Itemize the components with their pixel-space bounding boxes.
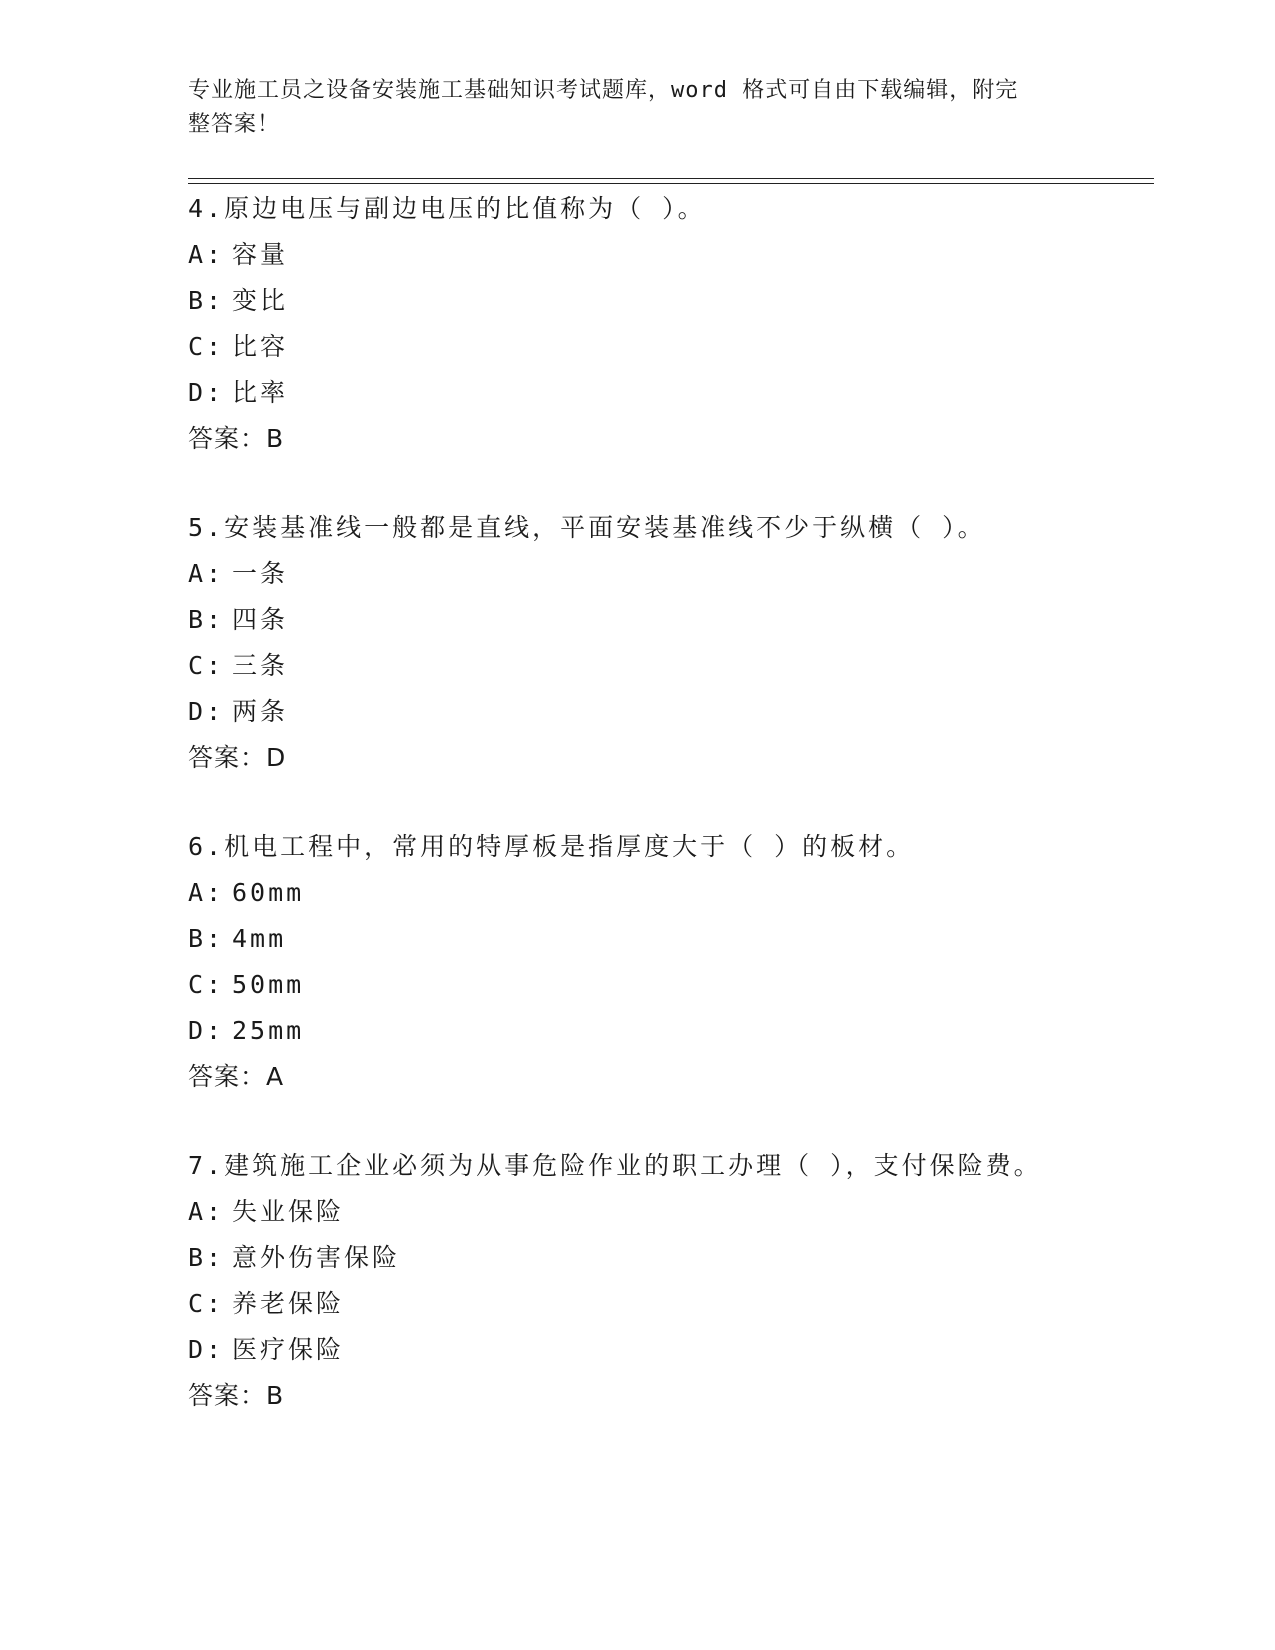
question-5: [188, 505, 1148, 781]
option-text: 60mm: [232, 878, 305, 907]
option-text: 50mm: [232, 970, 305, 999]
option-letter: A:: [188, 240, 225, 269]
option-b: [188, 597, 1148, 643]
option-d: [188, 1008, 1148, 1054]
option-text: 25mm: [232, 1016, 305, 1045]
header-divider-bottom: [188, 183, 1154, 184]
option-text: 失业保险: [232, 1197, 345, 1226]
option-a: [188, 1189, 1148, 1235]
answer-line: 答案：B: [188, 424, 285, 453]
option-d: [188, 370, 1148, 416]
question-4: [188, 186, 1148, 462]
option-text: 一条: [232, 559, 289, 588]
answer-line: 答案：A: [188, 1062, 285, 1091]
document-header: [188, 74, 1068, 142]
option-letter: B:: [188, 1243, 225, 1272]
header-line-2: 整答案！: [188, 112, 281, 137]
answer-line: 答案：B: [188, 1381, 285, 1410]
option-a: [188, 551, 1148, 597]
option-letter: C:: [188, 970, 225, 999]
question-stem: 7.建筑施工企业必须为从事危险作业的职工办理（ ），支付保险费。: [188, 1151, 1042, 1180]
option-text: 4mm: [232, 924, 287, 953]
option-letter: B:: [188, 924, 225, 953]
option-letter: C:: [188, 651, 225, 680]
option-letter: D:: [188, 697, 225, 726]
option-letter: D:: [188, 1016, 225, 1045]
option-letter: A:: [188, 559, 225, 588]
option-b: [188, 916, 1148, 962]
option-c: [188, 962, 1148, 1008]
option-c: [188, 1281, 1148, 1327]
answer-line: 答案：D: [188, 743, 287, 772]
question-stem: 5.安装基准线一般都是直线，平面安装基准线不少于纵横（ ）。: [188, 513, 986, 542]
header-line-1: 专业施工员之设备安装施工基础知识考试题库，word 格式可自由下载编辑，附完: [188, 78, 1019, 103]
option-c: [188, 324, 1148, 370]
option-letter: A:: [188, 878, 225, 907]
option-text: 两条: [232, 697, 289, 726]
option-a: [188, 870, 1148, 916]
option-letter: C:: [188, 1289, 225, 1318]
question-7: [188, 1143, 1148, 1419]
option-text: 比容: [232, 332, 289, 361]
option-d: [188, 689, 1148, 735]
option-text: 医疗保险: [232, 1335, 345, 1364]
option-d: [188, 1327, 1148, 1373]
option-b: [188, 1235, 1148, 1281]
option-text: 四条: [232, 605, 289, 634]
option-text: 容量: [232, 240, 289, 269]
option-a: [188, 232, 1148, 278]
question-stem: 6.机电工程中，常用的特厚板是指厚度大于（ ）的板材。: [188, 832, 915, 861]
option-letter: B:: [188, 286, 225, 315]
option-letter: D:: [188, 378, 225, 407]
option-letter: D:: [188, 1335, 225, 1364]
question-6: [188, 824, 1148, 1100]
option-text: 意外伤害保险: [232, 1243, 401, 1272]
option-text: 三条: [232, 651, 289, 680]
question-stem: 4.原边电压与副边电压的比值称为（ ）。: [188, 194, 706, 223]
option-text: 养老保险: [232, 1289, 345, 1318]
option-b: [188, 278, 1148, 324]
option-letter: B:: [188, 605, 225, 634]
header-divider-top: [188, 178, 1154, 179]
option-letter: A:: [188, 1197, 225, 1226]
option-text: 变比: [232, 286, 289, 315]
option-c: [188, 643, 1148, 689]
option-letter: C:: [188, 332, 225, 361]
option-text: 比率: [232, 378, 289, 407]
